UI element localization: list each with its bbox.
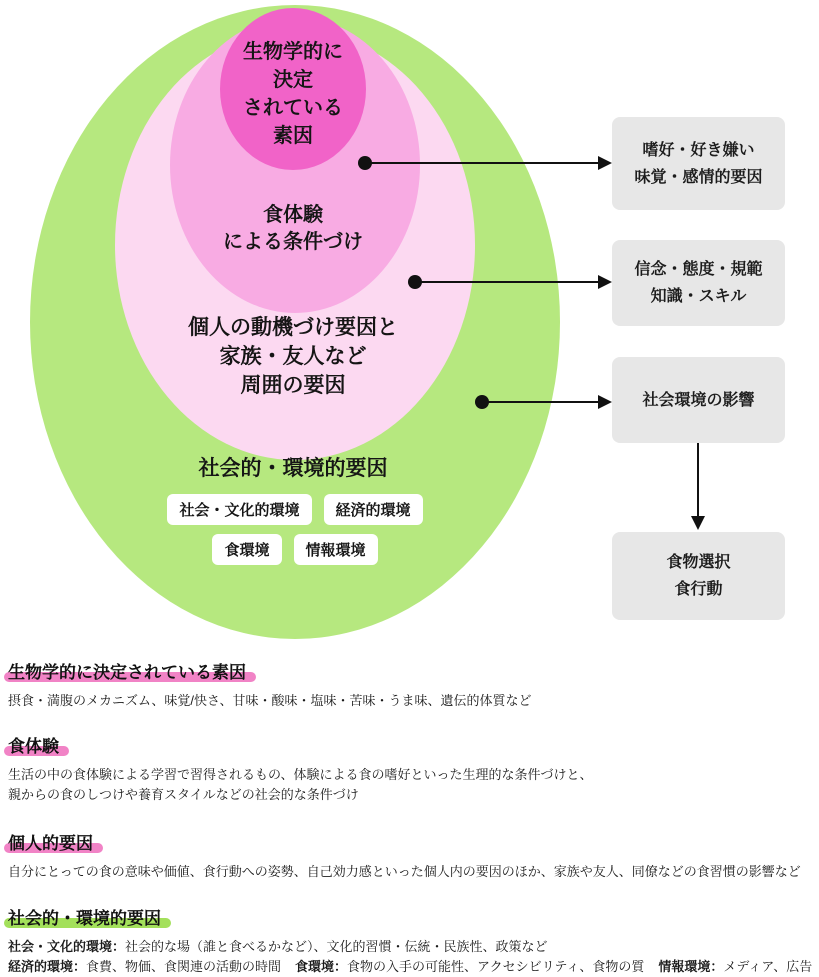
- legend-group: [8, 959, 281, 974]
- connector-line-down: [697, 443, 699, 518]
- pill-socio-cultural: 社会・文化的環境: [167, 494, 311, 525]
- legend-group: [658, 959, 812, 974]
- arrowhead-icon: [598, 156, 612, 170]
- label-line: 食体験: [263, 204, 323, 226]
- legend-section-social: [8, 904, 814, 977]
- legend-term-text: 食物の入手の可能性、アクセシビリティ、食物の質: [347, 959, 645, 974]
- label-line: 個人の動機づけ要因と: [188, 316, 398, 339]
- env-pill-row-1: [60, 494, 530, 525]
- legend-term-text: 食費、物価、食関連の活動の時間: [86, 959, 282, 974]
- legend-section-experience: [8, 732, 814, 805]
- box-beliefs: [612, 240, 785, 326]
- legend-heading-biological: 生物学的に決定されている素因: [8, 658, 246, 683]
- legend-group: [295, 959, 644, 974]
- legend-body: [8, 957, 814, 977]
- arrowhead-icon: [598, 275, 612, 289]
- pill-economic: 経済的環境: [324, 494, 423, 525]
- arrowhead-icon: [598, 395, 612, 409]
- legend-term: 食環境：: [295, 959, 348, 974]
- label-line: 周囲の要因: [240, 374, 346, 397]
- legend-section-biological: [8, 658, 814, 711]
- legend-heading-personal: 個人的要因: [8, 829, 93, 854]
- legend-body: 親からの食のしつけや養育スタイルなどの社会的な条件づけ: [8, 787, 359, 802]
- legend: [8, 658, 814, 977]
- legend-term: 社会・文化的環境：: [8, 939, 126, 954]
- box-line: 嗜好・好き嫌い: [642, 141, 755, 159]
- box-social-influence: [612, 357, 785, 443]
- box-food-choice: [612, 532, 785, 620]
- legend-body: 摂食・満腹のメカニズム、味覚/快さ、甘味・酸味・塩味・苦味・うま味、遺伝的体質など: [8, 693, 532, 708]
- arrowhead-down-icon: [691, 516, 705, 530]
- box-line: 知識・スキル: [650, 288, 747, 305]
- legend-term-text: 社会的な場（誰と食べるかなど）、文化的習慣・伝統・民族性、政策など: [125, 939, 548, 954]
- pill-food-env: 食環境: [212, 534, 281, 565]
- box-preferences: [612, 117, 785, 210]
- label-line: 生物学的に: [243, 41, 343, 63]
- env-pill-row-2: [60, 534, 530, 565]
- box-line: 味覚・感情的要因: [634, 168, 763, 186]
- legend-heading-social: 社会的・環境的要因: [8, 904, 161, 929]
- legend-heading-experience: 食体験: [8, 732, 59, 757]
- connector-line-2: [415, 281, 600, 283]
- label-line: 決定: [273, 69, 313, 91]
- label-biological: [193, 38, 393, 150]
- legend-section-personal: [8, 829, 814, 882]
- connector-line-1: [365, 162, 600, 164]
- pill-info-env: 情報環境: [294, 534, 378, 565]
- legend-term: 経済的環境：: [8, 959, 87, 974]
- label-line: による条件づけ: [223, 231, 363, 253]
- label-personal-motivation: [143, 313, 443, 400]
- legend-term: 情報環境：: [658, 959, 724, 974]
- legend-body: 自分にとっての食の意味や価値、食行動への姿勢、自己効力感といった個人内の要因のほか、家族や友人、同僚などの食習慣の影響など: [8, 864, 801, 879]
- legend-term-text: メディア、広告: [723, 959, 813, 974]
- box-line: 食物選択: [666, 554, 731, 571]
- connector-line-3: [482, 401, 600, 403]
- box-line: 社会環境の影響: [642, 391, 755, 409]
- legend-body: [8, 937, 814, 957]
- label-line: されている: [243, 97, 343, 119]
- box-line: 信念・態度・規範: [634, 261, 763, 278]
- label-food-experience: [158, 202, 428, 256]
- label-line: 家族・友人など: [219, 345, 367, 368]
- legend-body: 生活の中の食体験による学習で習得されるもの、体験による食の嗜好といった生理的な条件づけと、: [8, 767, 593, 782]
- label-social-environmental: 社会的・環境的要因: [198, 457, 388, 480]
- box-line: 食行動: [674, 581, 723, 598]
- label-line: 素因: [273, 125, 313, 147]
